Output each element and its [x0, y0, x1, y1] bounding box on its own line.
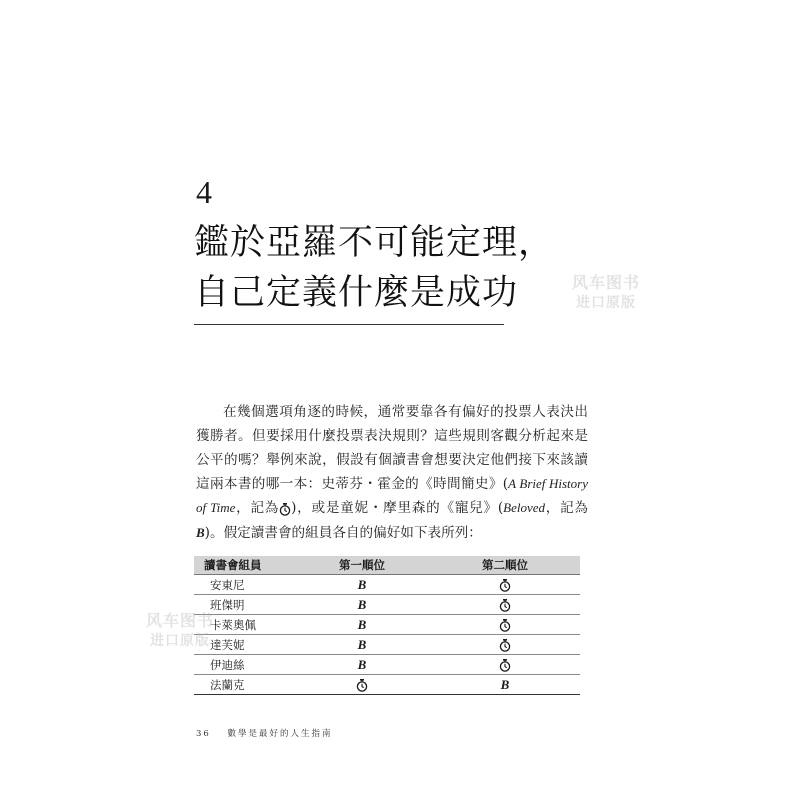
body-text-part5: )。假定讀書會的組員各自的偏好如下表所列：: [204, 525, 482, 541]
header-second-choice: 第二順位: [430, 556, 580, 575]
clock-icon: [430, 575, 580, 595]
script-b-icon: [294, 595, 430, 615]
watermark-line2: 进口原版: [150, 633, 210, 649]
table-row: [194, 595, 580, 615]
member-name: 卡萊奧佩: [194, 615, 294, 635]
english-title-brief-history: A Brief History of Time: [196, 476, 588, 515]
table-row: [194, 575, 580, 595]
script-b-icon: B: [357, 636, 367, 652]
member-name: 達芙妮: [194, 635, 294, 655]
script-b-icon: [294, 655, 430, 675]
script-b-icon: B: [357, 596, 367, 612]
script-b-icon: [294, 635, 430, 655]
script-b-icon: B: [357, 576, 367, 592]
chapter-title-line2: 自己定義什麼是成功: [194, 273, 519, 313]
header-first-choice: 第一順位: [294, 556, 430, 575]
script-b-icon: B: [357, 616, 367, 632]
chapter-number: 4: [196, 174, 212, 210]
member-name: 班傑明: [194, 595, 294, 615]
header-member: 讀書會組員: [194, 556, 294, 575]
body-text-part1: 在幾個選項角逐的時候，通常要靠各有偏好的投票人表決出獲勝者。但要採用什麼投票表決規則？這些規則客觀分析起來是公平的嗎？舉例來說，假設有個讀書會想要決定他們接下來該讀這兩本書的哪一本：史蒂芬・霍金的《時間簡史》(: [196, 404, 588, 492]
clock-icon: [430, 615, 580, 635]
page-footer: [196, 727, 333, 739]
body-text-part4: ，記為: [545, 500, 589, 516]
chapter-title-line1: 鑑於亞羅不可能定理，: [194, 223, 555, 263]
script-b-icon: B: [357, 656, 367, 672]
watermark-line2: 进口原版: [576, 295, 636, 311]
clock-icon: [294, 675, 430, 695]
member-name: 安東尼: [194, 575, 294, 595]
clock-icon: [279, 497, 291, 521]
table-row: [194, 635, 580, 655]
body-paragraph: [196, 400, 588, 545]
preference-table: [194, 556, 580, 695]
body-text-part2: ，記為: [235, 500, 280, 516]
member-name: 伊迪絲: [194, 655, 294, 675]
watermark-line1: 风车图书: [146, 611, 215, 630]
clock-icon: [430, 635, 580, 655]
table-row: [194, 655, 580, 675]
clock-icon: [430, 595, 580, 615]
chapter-title: [194, 218, 555, 318]
table-row: [194, 615, 580, 635]
watermark-line1: 风车图书: [572, 273, 641, 292]
title-divider: [194, 324, 504, 325]
script-b-icon: B: [500, 676, 510, 692]
page-number: 36: [196, 729, 211, 739]
clock-icon: [430, 655, 580, 675]
english-title-beloved: Beloved: [503, 500, 546, 515]
body-text-part3: )，或是童妮・摩里森的《寵兒》(: [291, 500, 504, 516]
running-book-title: 數學是最好的人生指南: [227, 729, 333, 739]
watermark-top: [572, 272, 640, 314]
script-b-icon: [294, 615, 430, 635]
table-row: [194, 675, 580, 695]
script-b-icon: [430, 675, 580, 695]
script-b-icon: [294, 575, 430, 595]
member-name: 法蘭克: [194, 675, 294, 695]
table-header-row: [194, 556, 580, 575]
script-b-icon: B: [196, 525, 205, 540]
